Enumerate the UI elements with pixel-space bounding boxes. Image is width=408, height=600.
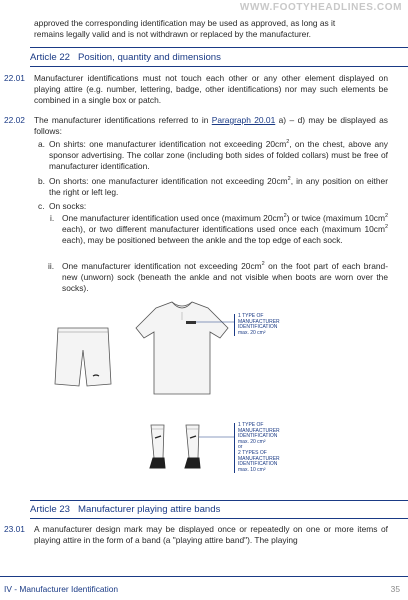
item-c-ii-text: One manufacturer identification not exceeding $20cm^2$ on the foot part of each brand-new (unworn) sock (beneath the ankle and not visible when boots are worn over the socks). xyxy=(62,261,388,293)
section-number-23-01: 23.01 xyxy=(4,524,25,534)
article-23-heading: Article 23 Manufacturer playing attire bands xyxy=(30,504,221,515)
shorts-illustration xyxy=(55,328,111,386)
item-b-text: On shorts: one manufacturer identification not exceeding $20cm^2$, in any position on either the right or left leg. xyxy=(49,176,388,197)
intro-line-2: remains legally valid and is not withdrawn or replaced by the manufacturer. xyxy=(34,29,311,39)
item-a-text: On shirts: one manufacturer identification not exceeding $20cm^2$, on the chest, above any sponsor advertising. The collar zone (including both sides of folded collars) must be free of manufacturer identification. xyxy=(49,139,388,171)
intro-line-1: approved the corresponding identification may be used as approved, as long as it xyxy=(34,18,336,28)
shirt-illustration xyxy=(136,302,228,394)
section-23-01-text: A manufacturer design mark may be displayed once or repeatedly on one or more items of playing attire in the form of a band (a "playing attire band"). The playing xyxy=(34,524,388,545)
shirt-chest-logo xyxy=(186,321,196,324)
section-22-01-text: Manufacturer identifications must not touch each other or any other element displayed on playing attire (e.g. number, lettering, badge, other identifications) nor may such elements be combined in a single box or patch. xyxy=(34,73,388,105)
watermark: WWW.FOOTYHEADLINES.COM xyxy=(239,2,402,13)
kit-diagram xyxy=(0,298,408,498)
page-number: 35 xyxy=(390,584,400,594)
item-c-text: On socks: xyxy=(49,201,87,211)
footer-section-title: IV - Manufacturer Identification xyxy=(4,584,119,594)
socks-illustration xyxy=(151,425,199,458)
item-b-label: b. xyxy=(38,176,45,186)
article-23-bottom-rule xyxy=(30,518,408,519)
paragraph-20-01-link[interactable]: Paragraph 20.01 xyxy=(211,115,276,125)
shirt-annotation: 1 TYPE OF MANUFACTURER IDENTIFICATION max. 20 cm² xyxy=(234,314,280,336)
section-number-22-01: 22.01 xyxy=(4,73,25,83)
item-c-label: c. xyxy=(38,201,45,211)
item-c-i-label: i. xyxy=(50,213,55,223)
section-22-02-text: The manufacturer identifications referred to in Paragraph 20.01 a) – d) may be displayed as follows: xyxy=(34,115,388,136)
socks-annotation: 1 TYPE OF MANUFACTURER IDENTIFICATION max. 20 cm² or 2 TYPES OF MANUFACTURER IDENTIFICATION max. 10 cm² xyxy=(234,423,280,473)
article-23-top-rule xyxy=(30,500,408,501)
item-a-label: a. xyxy=(38,139,45,149)
item-c-i-text: One manufacturer identification used once (maximum $20cm^2$) or twice (maximum $10cm^2$ each), or two different manufacturer identifications used once each (maximum $10cm^2$ each), may be positioned between the ankle and the top edge of each sock. xyxy=(62,213,388,245)
footer-rule xyxy=(0,576,408,577)
article-22-bottom-rule xyxy=(30,66,408,67)
article-22-heading: Article 22 Position, quantity and dimensions xyxy=(30,52,221,63)
section-number-22-02: 22.02 xyxy=(4,115,25,125)
article-22-top-rule xyxy=(30,47,408,48)
boots-illustration xyxy=(150,458,200,468)
item-c-ii-label: ii. xyxy=(48,261,55,271)
